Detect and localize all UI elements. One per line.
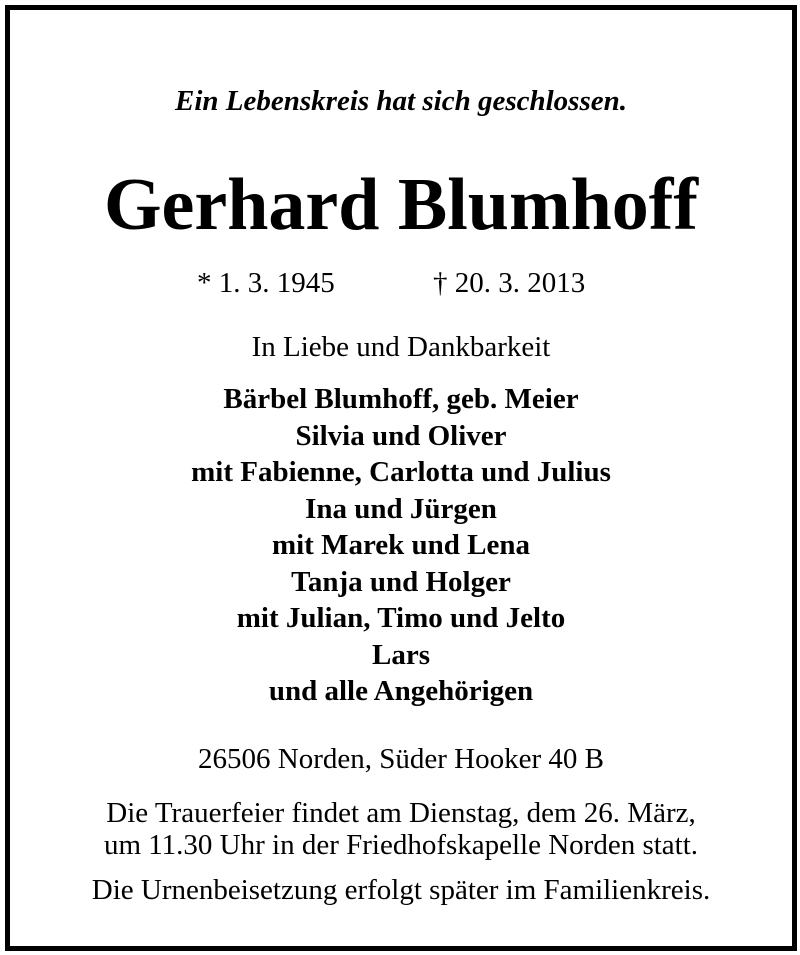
- mourner-line: und alle Angehörigen: [268, 675, 534, 707]
- funeral-info-line-2: um 11.30 Uhr in der Friedhofskapelle Norden statt.: [103, 829, 699, 861]
- mourner-line: Lars: [372, 638, 430, 671]
- mourner-line: Bärbel Blumhoff, geb. Meier: [223, 383, 579, 415]
- funeral-info-line-1: Die Trauerfeier findet am Dienstag, dem 26. März,: [106, 797, 696, 829]
- death-date: † 20. 3. 2013: [433, 267, 586, 299]
- mourner-line: mit Fabienne, Carlotta und Julius: [191, 456, 611, 488]
- deceased-name: Gerhard Blumhoff: [103, 164, 699, 246]
- mourner-line: mit Marek und Lena: [271, 529, 531, 561]
- mourners-list: [10, 381, 792, 710]
- mourner-line: Silvia und Oliver: [295, 419, 507, 452]
- birth-date: * 1. 3. 1945: [197, 267, 335, 299]
- address: 26506 Norden, Süder Hooker 40 B: [198, 743, 604, 775]
- mourner-line: mit Julian, Timo und Jelto: [236, 602, 566, 634]
- mourner-line: Tanja und Holger: [291, 565, 511, 598]
- motto: Ein Lebenskreis hat sich geschlossen.: [175, 85, 627, 117]
- mourner-line: Ina und Jürgen: [305, 492, 497, 525]
- burial-info: Die Urnenbeisetzung erfolgt später im Familienkreis.: [91, 874, 711, 906]
- thanks-line: In Liebe und Dankbarkeit: [251, 331, 551, 363]
- obituary-frame: [5, 5, 797, 951]
